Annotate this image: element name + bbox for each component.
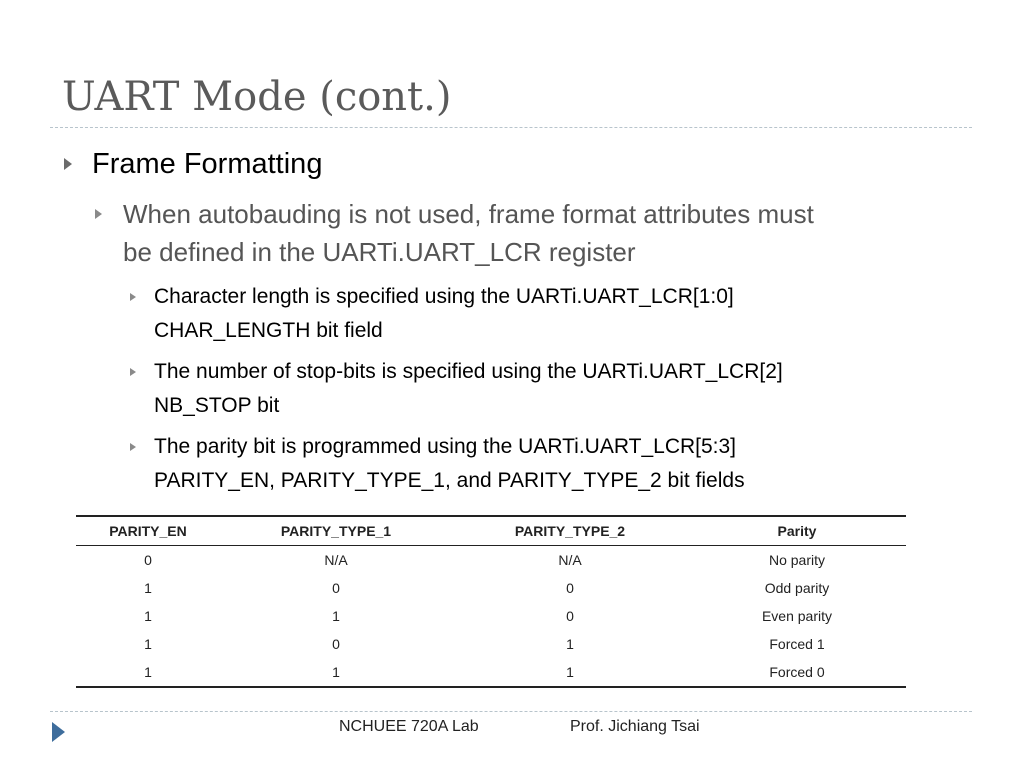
table-cell: 0 — [332, 580, 340, 596]
bullet-frame-formatting: Frame Formatting — [92, 148, 323, 180]
table-cell: 0 — [566, 608, 574, 624]
bullet-stop-bits-line1: The number of stop-bits is specified using the UARTi.UART_LCR[2] — [154, 360, 783, 383]
table-cell: 1 — [144, 636, 152, 652]
bullet-char-length-line2: CHAR_LENGTH bit field — [154, 319, 383, 342]
table-cell: 0 — [144, 552, 152, 568]
sub-sub-bullet-arrow-icon — [130, 293, 136, 301]
column-header: PARITY_TYPE_1 — [220, 516, 452, 546]
bullet-parity-line2: PARITY_EN, PARITY_TYPE_1, and PARITY_TYPE_2 bit fields — [154, 469, 745, 492]
table-cell: 1 — [144, 580, 152, 596]
table-cell: 1 — [566, 636, 574, 652]
table-row — [76, 630, 906, 658]
table-cell: 1 — [566, 664, 574, 680]
table-cell: N/A — [324, 552, 348, 568]
table-row — [76, 574, 906, 602]
table-cell: 0 — [566, 580, 574, 596]
slide-title: UART Mode (cont.) — [62, 74, 452, 120]
table-cell: 1 — [332, 608, 340, 624]
sub-sub-bullet-arrow-icon — [130, 368, 136, 376]
table-cell: N/A — [558, 552, 582, 568]
table-cell: 1 — [144, 608, 152, 624]
column-header: PARITY_TYPE_2 — [452, 516, 688, 546]
sub-bullet-arrow-icon — [95, 209, 102, 219]
bullet-char-length-line1: Character length is specified using the UARTi.UART_LCR[1:0] — [154, 285, 734, 308]
title-divider — [50, 127, 972, 128]
parity-table — [76, 515, 906, 688]
sub-sub-bullet-arrow-icon — [130, 443, 136, 451]
table-cell: Even parity — [761, 608, 833, 624]
table-cell: 1 — [144, 664, 152, 680]
table-cell: 0 — [332, 636, 340, 652]
footer-author: Prof. Jichiang Tsai — [570, 718, 700, 735]
table-row — [76, 602, 906, 630]
table-cell: No parity — [768, 552, 826, 568]
table-row — [76, 546, 906, 575]
table-cell: Odd parity — [764, 580, 830, 596]
bullet-stop-bits-line2: NB_STOP bit — [154, 394, 280, 417]
bullet-autobauding-line1: When autobauding is not used, frame format attributes must — [123, 199, 814, 229]
table-header-row — [76, 516, 906, 546]
column-header: PARITY_EN — [76, 516, 220, 546]
table-cell: Forced 0 — [769, 664, 825, 680]
footer-lab: NCHUEE 720A Lab — [339, 718, 479, 735]
table-row — [76, 658, 906, 687]
bullet-autobauding-line2: be defined in the UARTi.UART_LCR register — [123, 237, 636, 267]
table-cell: Forced 1 — [769, 636, 825, 652]
bullet-arrow-icon — [64, 158, 72, 170]
footer-divider — [50, 711, 972, 712]
bullet-parity-line1: The parity bit is programmed using the UARTi.UART_LCR[5:3] — [154, 435, 737, 458]
column-header: Parity — [688, 516, 906, 546]
table-cell: 1 — [332, 664, 340, 680]
next-slide-arrow-icon[interactable] — [52, 722, 65, 742]
